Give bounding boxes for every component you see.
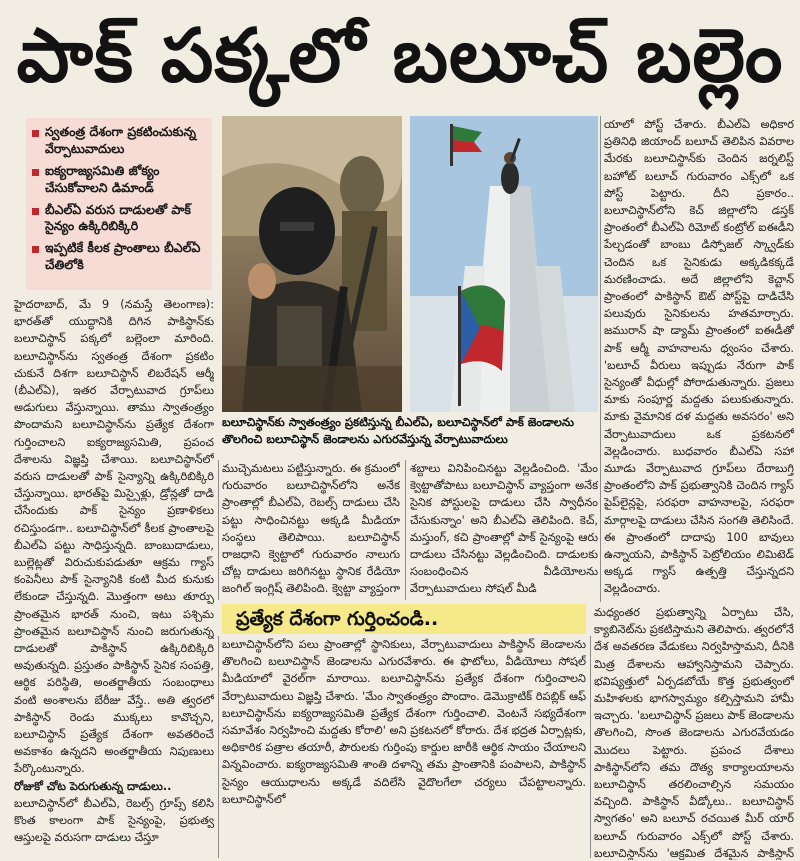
column-divider bbox=[218, 636, 219, 858]
paragraph: హైదరాబాద్, మే 9 (నమస్తే తెలంగాణ): భారత్‌తో యుద్ధానికి దిగిన పాకిస్థాన్‌కు బలూచిస్థాన్ పక్కలో బల్లెంలా మారింది. బలూచిస్థాన్‌ను స్వతంత్ర దేశంగా ప్రకటిం చుకునే దిశగా బలూచిస్థాన్ లిబరేషన్ ఆర్మీ (బీఎల్ఏ), ఇతర వేర్పాటువాద గ్రూప్‌లు అడుగులు వేస్తున్నాయి. తాము స్వాతంత్ర్యం పొందామని బలూచిస్థాన్‌ను ప్రత్యేక దేశంగా గుర్తించాలని ఐక్యరాజ్యసమితి, ప్రపంచ దేశాలను విజ్ఞప్తి చేశాయి. బలూచిస్థాన్‌లో వరుస దాడులతో పాక్ సైన్యాన్ని ఉక్కిరిబిక్కిరి చేస్తున్నాయి. భారత్‌పై మిస్సైళ్లు, డ్రోన్లతో దాడి చేసేందుకు పాక్ సైన్యం ప్రణాళికలు రచిస్తుండగా.. బలూచిస్థాన్‌లో కీలక ప్రాంతాలపై బీఎల్ఏ పట్టు సాధిస్తున్నది. బాంబుదాడులు, బుల్లెట్లతో విరుచుకుపడుతూ ఆక్రమ గ్యాస్ కంపెనీలు పాక్ సైన్యానికి కంటి మీద కునుకు లేకుండా చేస్తున్నది. మొత్తంగా అటు తూర్పు ప్రాంతమైన భారత్ నుంచి, ఇటు పశ్చిమ ప్రాంతమైన బలూచిస్థాన్ నుంచి జరుగుతున్న దాడులతో పాకిస్థాన్ ఉక్కిరిబిక్కిరి అవుతున్నది. ప్రస్తుతం పాకిస్థాన్ సైనిక సంపత్తి, ఆర్థిక పరిస్థితి, అంతర్జాతీయ సంబంధాలు వంటి అంశాలను బేరీజు వేస్తే.. అతి త్వరలో పాకిస్థాన్ రెండు ముక్కలు కావొచ్చని, బలూచిస్థాన్ ప్రత్యేక దేశంగా అవతరించే అవకాశం ఉన్నదని అంతర్జాతీయ నిపుణులు పేర్కొంటున్నారు. bbox=[14, 298, 214, 776]
article-column-5: బలూచిస్థాన్‌లోని పలు ప్రాంతాల్లో స్థానికులు, వేర్పాటువాదులు పాకిస్థాన్ జెండాలను తొలగించి బలూచిస్థాన్ జెండాలను ఎగురవేశారు. ఈ ఫొటోలు, వీడియోలు సోషల్ మీడియాలో వైరల్‌గా మారాయి. బలూచిస్థాన్‌ను ప్రత్యేక దేశంగా గుర్తించాలని వేర్పాటువాదులు విజ్ఞప్తి చేశారు. 'మేం స్వాతంత్ర్యం పొందాం. డెమొక్రాటిక్ రిపబ్లిక్ ఆఫ్ బలూచిస్థాన్‌ను ఐక్యరాజ్యసమితి ప్రత్యేక దేశంగా గుర్తించాలి. వెంటనే సభ్యదేశంగా సమావేశం నిర్వహించి మద్దతు కోరాలి' అని ప్రకటనలో కోరారు. దేశ భద్రత ఏర్పాట్లకు, అధికారిక పత్రాల తయారీ, పౌరులకు గుర్తింపు కార్డుల జారీకి ఆర్థిక సాయం చేయాలని విన్నవించారు. ఐక్యరాజ్యసమితి శాంతి దళాన్ని తమ ప్రాంతానికి పంపాలని, పాకిస్థాన్ సైన్యం ఆయుధాలను అక్కడే వదిలేసి వైదొలగేలా చర్యలు చేపట్టాలన్నారు. బలూచిస్థాన్‌లో bbox=[222, 638, 586, 806]
article-column-3: శబ్దాలు వినిపించినట్టు వెల్లడించింది. 'మేం క్వెట్టాతోపాటు బలూచిస్థాన్ వ్యాప్తంగా అనేక సైనిక పోస్టులపై దాడులు చేసి స్వాధీనం చేసుకున్నాం' అని బీఎల్ఏ తెలిపింది. కెచ్, మస్తుంగ్, కచి ప్రాంతాల్లో పాక్ సైన్యంపై ఆరు దాడులు చేసినట్టు వెల్లడించింది. దాడులకు సంబంధించిన వీడియోలను వేర్పాటువాదులు సోషల్ మీడి bbox=[410, 462, 598, 596]
bullet-square-icon bbox=[32, 130, 39, 137]
highlight-item bbox=[32, 202, 206, 236]
column-divider bbox=[218, 460, 219, 600]
masked-fighter-illustration bbox=[222, 116, 402, 412]
bullet-square-icon bbox=[32, 208, 39, 215]
highlight-item bbox=[32, 124, 206, 158]
highlight-item bbox=[32, 163, 206, 197]
column-divider bbox=[590, 636, 591, 858]
headline: పాక్ పక్కలో బలూచ్ బల్లెం bbox=[16, 13, 784, 99]
highlight-text: బీఎల్ఏ వరుస దాడులతో పాక్ సైన్యం ఉక్కిరిబిక్కిరి bbox=[45, 201, 191, 234]
section-subheading: రోజుకో చోట పెరుగుతున్న దాడులు.. bbox=[14, 779, 172, 793]
column-divider bbox=[600, 116, 601, 602]
photo-monument-flags bbox=[410, 116, 598, 412]
highlight-text: ఇప్పటికే కీలక ప్రాంతాలు బీఎల్ఏ చేతిలోకి bbox=[45, 240, 201, 273]
highlight-text: స్వతంత్ర దేశంగా ప్రకటించుకున్న వేర్పాటువాదులు bbox=[45, 124, 196, 156]
article-column-4: యాలో పోస్ట్ చేశారు. బీఎల్ఏ అధికార ప్రతినిధి జియాంద్ బలూచ్ తెలిపిన వివరాల మేరకు బలూచిస్థాన్‌కు చెందిన జర్నలిస్ట్ బహోట్ బలూచ్ గురువారం ఎక్స్‌లో ఒక పోస్ట్ పెట్టారు. దీని ప్రకారం.. బలూచిస్థాన్‌లోని కెచ్ జిల్లాలోని డస్తక్ ప్రాంతంలో బీఎల్ఏ రిమోట్ కంట్రోల్ ఐఈడీని పేల్చడంతో బాంబు డిస్పోజల్ స్క్వాడ్‌కు చెందిన ఒక సైనికుడు అక్కడికక్కడే మరణించాడు. అదే జిల్లాలోని కెచ్టాన్ ప్రాంతంలో పాకిస్థాన్ ఔట్ పోస్ట్‌పై దాడిచేసి పలువురు సైనికులను హతమార్చారు. జమురాన్ షా డ్యామ్ ప్రాంతంలో ఐఈడీతో పాక్ ఆర్మీ వాహనాలను ధ్వంసం చేశారు. 'బలూచ్ వీరులు ఇప్పుడు నేరుగా పాక్ సైన్యంతో వీధుల్లో పోరాడుతున్నారు. ప్రజలు మాకు సంపూర్ణ మద్దతు పలుకుతున్నారు. మాకు వైమానిక దళ మద్దతు అవసరం' అని వేర్పాటువాదులు ఒక ప్రకటనలో వెల్లడించారు. బుధవారం బీఎల్ఏ సహా మూడు వేర్పాటువాద గ్రూప్‌లు దేరాబుగ్తి ప్రాంతంలోని పాక్ ప్రభుత్వానికి చెందిన గ్యాస్ పైప్‌లైన్లపై, సరఫరా వాహనాలపై, సరఫరా మార్గాలపై దాడులు చేసిన సంగతి తెలిసిందే. ఈ ప్రాంతంలో దాదాపు 100 బావులు ఉన్నాయని, పాకిస్థాన్ పెట్రోలియం లిమిటెడ్ అక్కడ గ్యాస్ ఉత్పత్తి చేస్తున్నదని వెల్లడించారు. bbox=[604, 118, 794, 596]
column-divider bbox=[405, 460, 406, 600]
monument-flags-illustration bbox=[410, 116, 598, 412]
paragraph: బలూచిస్థాన్‌లో బీఎల్ఏ, రెబల్స్ గ్రూప్స్ కలిసి కొంత కాలంగా పాక్ సైన్యంపై, ప్రభుత్వ ఆస్తులపై వరుసగా దాడులు చేస్తూ bbox=[14, 796, 214, 845]
photo-caption: బలూచిస్థాన్‌కు స్వాతంత్ర్యం ప్రకటిస్తున్న బీఎల్ఏ, బలూచిస్థాన్‌లో పాక్ జెండాలను తొలగించి బలూచిస్థాన్ జెండాలను ఎగురవేస్తున్న వేర్పాటువాదులు bbox=[222, 415, 575, 447]
highlights-box bbox=[26, 118, 212, 290]
section-headline: ప్రత్యేక దేశంగా గుర్తించండి.. bbox=[222, 604, 586, 634]
bullet-square-icon bbox=[32, 169, 39, 176]
article-column-1 bbox=[14, 296, 214, 856]
photo-masked-fighter bbox=[222, 116, 402, 412]
bullet-square-icon bbox=[32, 246, 39, 253]
article-column-2: ముచ్చెమటలు పట్టిస్తున్నారు. ఈ క్రమంలో గురువారం బలూచిస్థాన్‌లోని అనేక ప్రాంతాల్లో బీఎల్ఏ, రెబల్స్ దాడులు చేసి పట్టు సాధించినట్టు అక్కడి మీడియా సంస్థలు తెలిపాయి. బలూచిస్థాన్ రాజధాని క్వెట్టాలో గురువారం నాలుగు చోట్ల దాడులు జరిగినట్టు స్థానిక రేడియో జంగిల్ ఇంగ్లిష్ తెలిపింది. క్వెట్టా వ్యాప్తంగా bbox=[222, 462, 400, 596]
highlight-text: ఐక్యరాజ్యసమితి జోక్యం చేసుకోవాలని డిమాండ్ bbox=[45, 162, 160, 195]
highlight-item bbox=[32, 240, 206, 274]
article-column-6: మధ్యంతర ప్రభుత్వాన్ని ఏర్పాటు చేసి, క్యాబినెట్‌ను ప్రకటిస్తామని తెలిపారు. త్వరలోనే దేశ అవతరణ వేడుకలు నిర్వహిస్తామని, దీనికి మిత్ర దేశాలను ఆహ్వానిస్తామని చెప్పారు. భవిష్యత్తులో ఏర్పడబోయే కొత్త ప్రభుత్వంలో మహిళలకు భాగస్వామ్యం కల్పిస్తామని హామీ ఇచ్చారు. 'బలూచిస్థాన్ ప్రజలు పాక్ జెండాలను తొలగించి, సొంత జెండాలను ఎగురవేయడం మొదలు పెట్టారు. ప్రపంచ దేశాలు పాకిస్థాన్‌లోని తమ దౌత్య కార్యాలయాలను బలూచిస్థాన్ తరలించాల్సిన సమయం వచ్చింది. పాకిస్థాన్ వీడ్కోలు.. బలూచిస్థాన్ స్వాగతం' అని బలూచ్ రచయిత మీర్ యార్ బలూచ్ గురువారం ఎక్స్‌లో పోస్ట్ చేశారు. బలూచిస్థాన్‌ను 'ఆక్రమిత దేశమైన పాకిస్థాన్ bbox=[594, 606, 794, 860]
